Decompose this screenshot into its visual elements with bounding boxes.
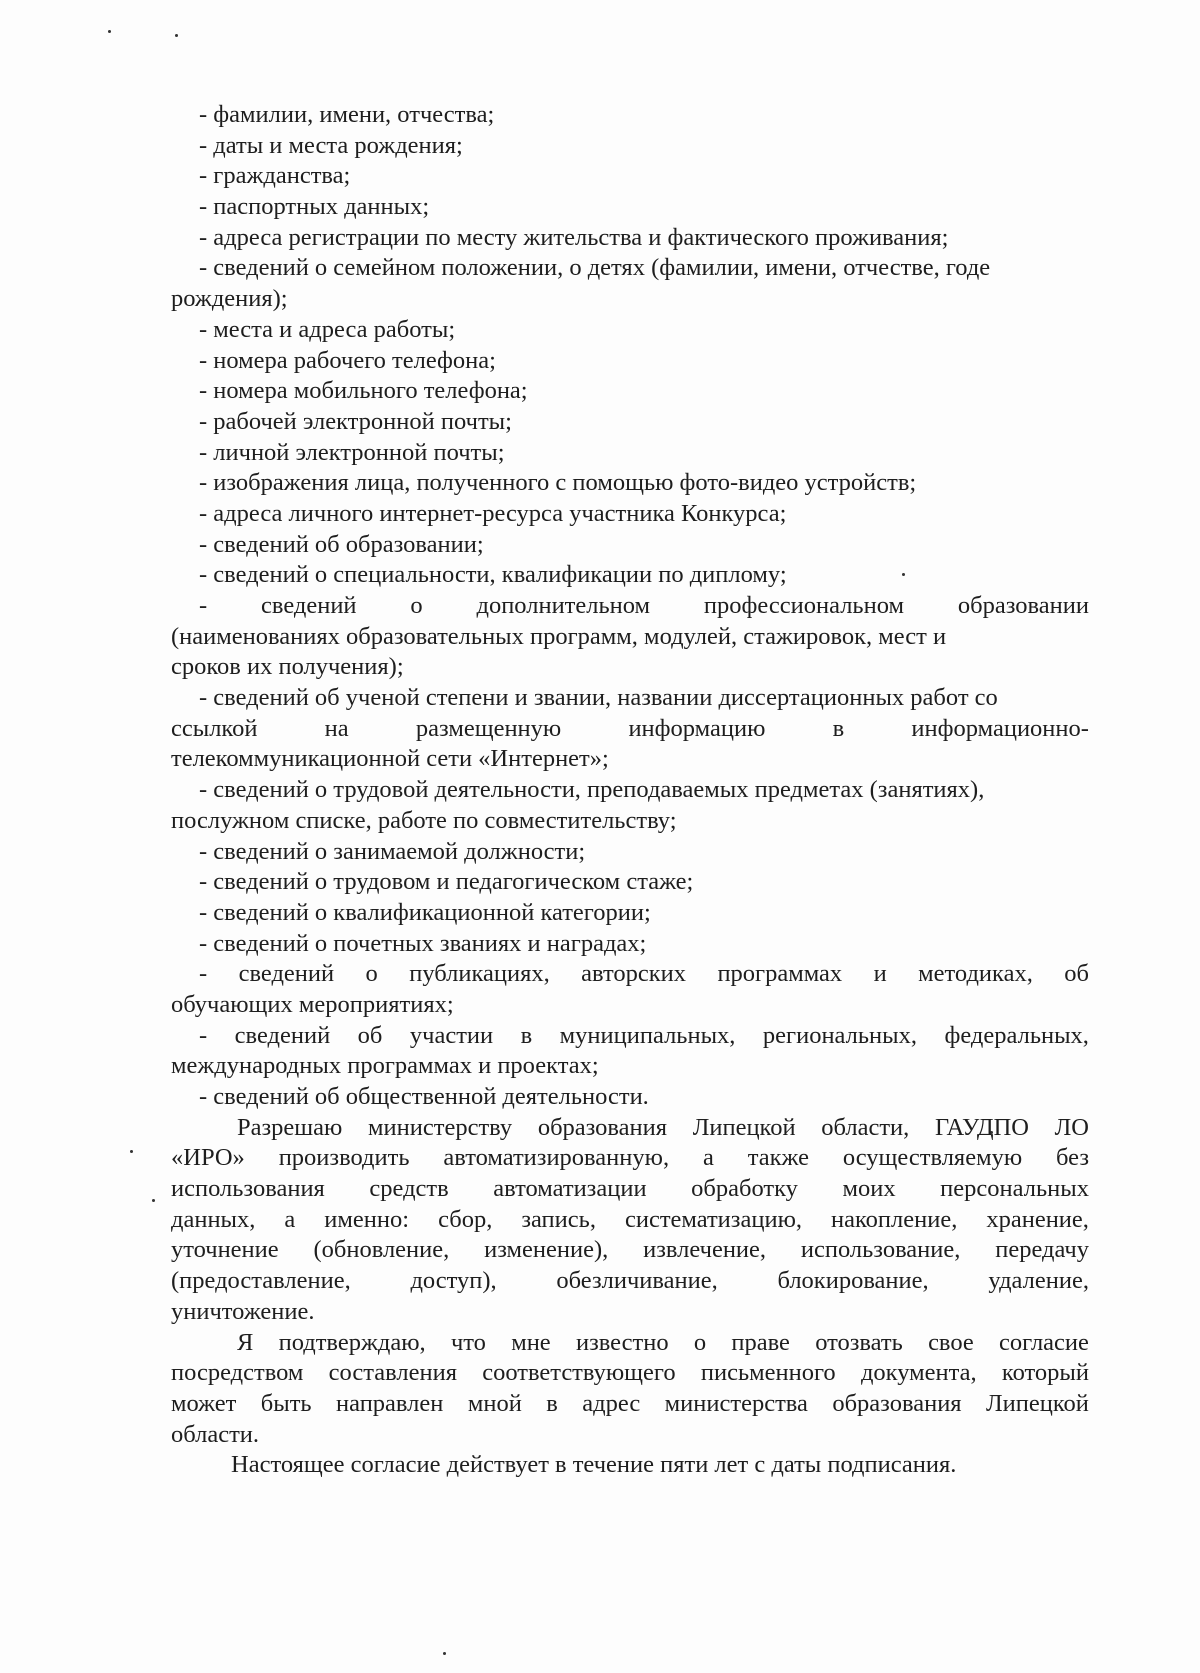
- word: может: [171, 1389, 237, 1417]
- text-line: уничтожение.: [171, 1297, 315, 1325]
- word: составления: [328, 1359, 457, 1387]
- justified-line: [171, 1143, 1089, 1174]
- word: известно: [575, 1328, 669, 1356]
- scan-speck: [175, 34, 178, 37]
- word: министерству: [368, 1113, 513, 1141]
- justified-line: [171, 591, 1089, 622]
- text-line: Настоящее согласие действует в течение пяти лет с даты подписания.: [231, 1451, 957, 1479]
- word: в: [520, 1021, 533, 1049]
- word: средств: [369, 1175, 449, 1203]
- word: -: [199, 960, 208, 988]
- word: без: [1056, 1144, 1089, 1172]
- text-line: обучающих мероприятиях;: [171, 990, 454, 1018]
- word: а: [702, 1144, 714, 1172]
- justified-line: [171, 1389, 1089, 1420]
- text-line: - фамилии, имени, отчества;: [199, 101, 495, 128]
- word: а: [284, 1205, 296, 1233]
- word: быть: [260, 1389, 312, 1417]
- word: накопление,: [831, 1205, 958, 1233]
- word: -: [199, 1021, 208, 1049]
- word: изменение),: [484, 1236, 609, 1264]
- word: авторских: [581, 960, 687, 988]
- justified-line: [171, 1235, 1089, 1266]
- text-line: - личной электронной почты;: [199, 438, 505, 466]
- word: автоматизированную,: [443, 1144, 670, 1172]
- scan-speck: [108, 30, 111, 33]
- word: профессиональном: [703, 592, 905, 619]
- word: федеральных,: [944, 1021, 1089, 1049]
- word: согласие: [999, 1328, 1089, 1356]
- word: Разрешаю: [237, 1113, 343, 1141]
- justified-line: [171, 1174, 1089, 1205]
- word: ссылкой: [171, 714, 258, 742]
- word: свое: [928, 1328, 974, 1356]
- text-line: - гражданства;: [199, 162, 351, 190]
- justified-line: [171, 959, 1089, 990]
- word: (предоставление,: [171, 1267, 351, 1295]
- word: персональных: [940, 1175, 1089, 1203]
- word: обезличивание,: [556, 1267, 718, 1295]
- justified-line: [171, 1021, 1089, 1052]
- word: что: [450, 1328, 486, 1356]
- text-line: - адреса личного интернет-ресурса участника Конкурса;: [199, 499, 787, 527]
- text-line: - паспортных данных;: [199, 193, 430, 221]
- text-line: послужном списке, работе по совместительству;: [171, 806, 677, 834]
- word: и: [873, 960, 887, 988]
- justified-line: [171, 1328, 1089, 1359]
- text-line: - рабочей электронной почты;: [199, 407, 512, 435]
- word: который: [1001, 1359, 1089, 1387]
- word: Липецкой: [986, 1389, 1089, 1417]
- word: подтверждаю,: [278, 1328, 426, 1356]
- word: размещенную: [415, 714, 562, 742]
- word: запись,: [521, 1205, 596, 1233]
- word: участии: [409, 1021, 494, 1049]
- word: письменного: [700, 1359, 836, 1387]
- word: об: [1064, 960, 1089, 988]
- word: использования: [171, 1175, 325, 1203]
- text-line: - сведений о квалификационной категории;: [199, 898, 651, 926]
- word: дополнительном: [476, 592, 651, 619]
- word: Липецкой: [692, 1113, 796, 1141]
- word: образования: [832, 1389, 962, 1417]
- word: блокирование,: [777, 1267, 929, 1295]
- scan-speck: [152, 1199, 155, 1202]
- word: методиках,: [918, 960, 1033, 988]
- word: Я: [237, 1328, 254, 1356]
- text-line: - сведений об образовании;: [199, 530, 484, 558]
- word: удаление,: [988, 1267, 1089, 1295]
- word: использование,: [800, 1236, 961, 1264]
- text-line: - даты и места рождения;: [199, 131, 463, 159]
- justified-line: [171, 1205, 1089, 1236]
- word: направлен: [336, 1389, 444, 1417]
- word: об: [357, 1021, 383, 1049]
- word: праве: [731, 1328, 790, 1356]
- justified-line: [171, 1358, 1089, 1389]
- word: области,: [821, 1113, 910, 1141]
- text-line: международных программах и проектах;: [171, 1052, 599, 1080]
- word: документа,: [860, 1359, 977, 1387]
- word: в: [546, 1389, 558, 1417]
- text-line: - сведений об ученой степени и звании, названии диссертационных работ со: [199, 684, 998, 712]
- justified-line: [171, 714, 1089, 745]
- word: мне: [511, 1328, 551, 1356]
- word: о: [410, 592, 423, 619]
- word: (обновление,: [313, 1236, 450, 1264]
- word: адрес: [582, 1389, 641, 1417]
- word: о: [365, 960, 378, 988]
- word: муниципальных,: [559, 1021, 736, 1049]
- word: министерства: [664, 1389, 808, 1417]
- text-line: области.: [171, 1420, 260, 1448]
- word: мной: [467, 1389, 522, 1417]
- word: посредством: [171, 1359, 304, 1387]
- word: ГАУДПО: [934, 1113, 1029, 1141]
- document-body: [171, 100, 1089, 1481]
- word: автоматизации: [493, 1175, 647, 1203]
- word: публикациях,: [409, 960, 550, 988]
- word: моих: [842, 1175, 896, 1203]
- scan-speck: [443, 1652, 446, 1655]
- word: доступ),: [410, 1267, 497, 1295]
- word: сбор,: [438, 1205, 493, 1233]
- word: сведений: [234, 1021, 331, 1049]
- justified-line: [171, 1266, 1089, 1297]
- text-line: рождения);: [171, 285, 288, 313]
- word: также: [747, 1144, 809, 1172]
- word: отозвать: [815, 1328, 903, 1356]
- word: ЛО: [1054, 1113, 1089, 1141]
- word: информационно-: [911, 714, 1089, 742]
- word: систематизацию,: [624, 1205, 802, 1233]
- word: данных,: [171, 1205, 256, 1233]
- text-line: (наименованиях образовательных программ, модулей, стажировок, мест и: [171, 622, 947, 650]
- word: производить: [278, 1144, 410, 1172]
- word: «ИРО»: [171, 1144, 245, 1172]
- text-line: - сведений о трудовой деятельности, преподаваемых предметах (занятиях),: [199, 776, 985, 804]
- word: передачу: [995, 1236, 1089, 1264]
- text-line: - места и адреса работы;: [199, 315, 456, 343]
- word: извлечение,: [643, 1236, 767, 1264]
- word: -: [199, 592, 208, 619]
- word: именно:: [324, 1205, 410, 1233]
- text-line: сроков их получения);: [171, 653, 404, 681]
- word: хранение,: [986, 1205, 1089, 1233]
- text-line: - сведений о занимаемой должности;: [199, 837, 586, 865]
- text-line: - номера рабочего телефона;: [199, 346, 496, 374]
- word: соответствующего: [482, 1359, 676, 1387]
- text-line: - номера мобильного телефона;: [199, 377, 528, 405]
- word: на: [324, 714, 349, 742]
- word: уточнение: [171, 1236, 279, 1264]
- text-line: - сведений о почетных званиях и наградах;: [199, 929, 647, 957]
- word: обработку: [691, 1175, 798, 1203]
- scan-speck: [130, 1150, 133, 1153]
- text-line: - изображения лица, полученного с помощью фото-видео устройств;: [199, 469, 917, 497]
- word: информацию: [628, 714, 766, 742]
- text-line: - сведений о специальности, квалификации по диплому;: [199, 561, 787, 589]
- text-line: - сведений о семейном положении, о детях (фамилии, имени, отчестве, годе: [199, 254, 991, 282]
- justified-line: [171, 1113, 1089, 1144]
- word: региональных,: [762, 1021, 917, 1049]
- word: образования: [537, 1113, 668, 1141]
- word: программах: [717, 960, 843, 988]
- word: осуществляемую: [842, 1144, 1023, 1172]
- text-line: - адреса регистрации по месту жительства и фактического проживания;: [199, 223, 949, 251]
- word: сведений: [238, 960, 335, 988]
- text-line: - сведений о трудовом и педагогическом стаже;: [199, 868, 694, 896]
- word: в: [832, 714, 845, 742]
- word: образовании: [957, 592, 1089, 619]
- text-line: - сведений об общественной деятельности.: [199, 1083, 649, 1110]
- text-line: телекоммуникационной сети «Интернет»;: [171, 745, 609, 773]
- word: сведений: [261, 592, 357, 619]
- word: о: [693, 1328, 707, 1356]
